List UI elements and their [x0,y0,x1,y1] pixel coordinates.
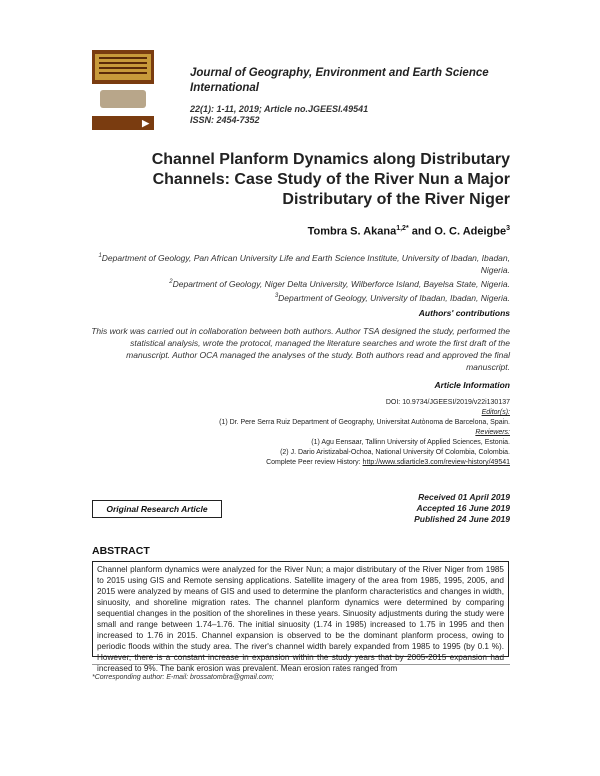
abstract-heading: ABSTRACT [92,545,150,557]
review-history-label: Complete Peer review History: [266,459,361,466]
author-list [308,225,510,238]
affiliation-item: $^3$Department of Geology, University of Ibadan, Ibadan, Nigeria. [274,292,510,303]
accepted-date: Accepted 16 June 2019 [416,503,510,513]
article-type-badge: Original Research Article [92,500,222,518]
contributions-text: This work was carried out in collaboration between both authors. Author TSA designed the study, performed the statistical analysis, wrote the protocol, managed the literature searches and wrote the first draft of the manuscript. Author OCA managed the analyses of the study. Both authors read and approved the final manuscript. [91,326,510,372]
review-history-link[interactable]: http://www.sdiarticle3.com/review-history/49541 [362,459,510,466]
author-name: Tombra S. Akana [307,225,397,238]
article-info-heading: Article Information [434,380,510,390]
author-joiner: and [411,225,432,238]
reviewer-item: (2) J. Dario Aristizabal-Ochoa, National University Of Colombia, Colombia. [280,449,510,456]
published-date: Published 24 June 2019 [414,514,510,524]
review-history [90,458,510,468]
editor: (1) Dr. Pere Serra Ruiz Department of Geography, Universitat Autònoma de Barcelona, Spain. [219,419,510,426]
article-info [90,398,510,468]
author-affiliation-marker: 1,2* [396,225,409,232]
paper-title: Channel Planform Dynamics along Distributary Channels: Case Study of the River Nun a Major Distributary of the River Niger [151,151,510,208]
journal-issn: ISSN: 2454-7352 [190,115,260,125]
reviewers-label: Reviewers: [475,429,510,436]
journal-logo [92,50,154,136]
journal-citation: 22(1): 1-11, 2019; Article no.JGEESI.49541 [190,104,369,114]
logo-publisher-band: ▶ [92,116,154,130]
footnote-divider [92,664,510,665]
corresponding-author-footnote: *Corresponding author: E-mail: brossatombra@gmail.com; [92,674,274,681]
doi: DOI: 10.9734/JGEESI/2019/v22i130137 [385,399,510,406]
journal-name: Journal of Geography, Environment and Earth Science International [190,67,489,94]
contributions-heading: Authors' contributions [418,308,510,318]
reviewer-item: (1) Agu Eensaar, Tallinn University of Applied Sciences, Estonia. [311,439,510,446]
abstract-text: Channel planform dynamics were analyzed for the River Nun; a major distributary of the River Niger from 1985 to 2015 using GIS and Remote sensing applications. Satellite imagery of the area from 1985, 1995, 2005, and 2015 were analyzed by means of GIS and used to determine the planform characteristics and changes in width, sinuosity, and shoreline migration rates. The channel planform dynamics were determined by comparing sequential changes in the position of the shorelines in these years. Sinuosity adjustments during the study were small and range between 1.74–1.76. The initial sinuosity (1.74 in 1985) increased to 1.75 in 1995 and then increased to 1.76 in 2015. Channel expansion is observed to be the dominant planform process, owing to periodic floods within the study area. The river's channel width barely expanded from 1985 to 1995 (by 0.1 %). However, there is a constant increase in expansion within the study years that by 2005-2015 expansion had increased to 9%. The bank erosion was prevalent. Mean erosion rates ranged from [92,561,509,657]
affiliation-item: $^1$Department of Geology, Pan African University Life and Earth Science Institute, University of Ibadan, Ibadan, Nigeria. [98,252,510,275]
publication-dates [414,492,510,525]
affiliations [80,250,510,303]
logo-banner [92,50,154,84]
affiliation-item: $^2$Department of Geology, Niger Delta University, Wilberforce Island, Bayelsa State, Nigeria. [169,278,510,289]
author-name: O. C. Adeigbe [434,225,507,238]
journal-meta [190,104,368,126]
author-affiliation-marker: 3 [506,225,510,232]
editor-label: Editor(s): [481,409,510,416]
logo-stone-image [100,90,146,108]
received-date: Received 01 April 2019 [418,492,510,502]
